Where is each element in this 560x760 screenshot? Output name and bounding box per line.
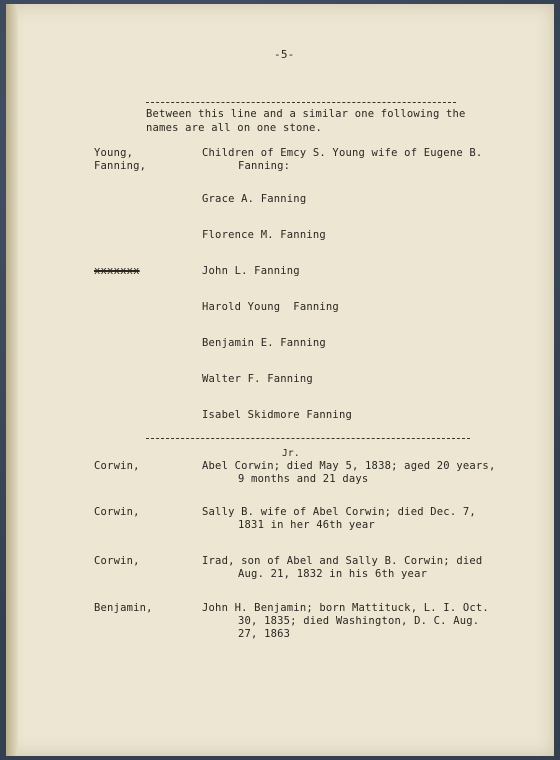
intro-line-2: names are all on one stone. bbox=[146, 122, 323, 134]
child-name-7: Isabel Skidmore Fanning bbox=[202, 409, 352, 421]
child-name-5: Benjamin E. Fanning bbox=[202, 337, 326, 349]
entry-surname: Benjamin, bbox=[94, 602, 153, 614]
entry-line-2: 1831 in her 46th year bbox=[238, 519, 375, 531]
page-number: -5- bbox=[274, 48, 295, 61]
entry-surname: Corwin, bbox=[94, 460, 140, 472]
child-name-6: Walter F. Fanning bbox=[202, 373, 313, 385]
entry-line-1: Irad, son of Abel and Sally B. Corwin; died bbox=[202, 555, 483, 567]
jr-insertion: Jr. bbox=[282, 448, 300, 459]
top-divider bbox=[146, 102, 456, 103]
page-binding-edge bbox=[6, 4, 18, 756]
surname-young: Young, bbox=[94, 147, 134, 159]
fanning-heading-line-2: Fanning: bbox=[238, 160, 291, 172]
child-name-3: John L. Fanning bbox=[202, 265, 300, 277]
entry-surname: Corwin, bbox=[94, 506, 140, 518]
child-name-2: Florence M. Fanning bbox=[202, 229, 326, 241]
entry-line-2: Aug. 21, 1832 in his 6th year bbox=[238, 568, 428, 580]
entry-line-3: 27, 1863 bbox=[238, 628, 291, 640]
bottom-divider bbox=[146, 438, 470, 439]
child-name-4: Harold Young Fanning bbox=[202, 301, 339, 313]
entry-surname: Corwin, bbox=[94, 555, 140, 567]
child-name-1: Grace A. Fanning bbox=[202, 193, 307, 205]
entry-line-1: Abel Corwin; died May 5, 1838; aged 20 years, bbox=[202, 460, 496, 472]
fanning-heading-line-1: Children of Emcy S. Young wife of Eugene B. bbox=[202, 147, 483, 159]
entry-line-2: 9 months and 21 days bbox=[238, 473, 369, 485]
surname-fanning: Fanning, bbox=[94, 160, 147, 172]
intro-line-1: Between this line and a similar one following the bbox=[146, 108, 466, 120]
entry-line-1: Sally B. wife of Abel Corwin; died Dec. 7, bbox=[202, 506, 476, 518]
document-page bbox=[6, 4, 554, 756]
crossed-out-text: xxxxxxx bbox=[94, 265, 140, 277]
entry-line-1: John H. Benjamin; born Mattituck, L. I. Oct. bbox=[202, 602, 489, 614]
entry-line-2: 30, 1835; died Washington, D. C. Aug. bbox=[238, 615, 480, 627]
